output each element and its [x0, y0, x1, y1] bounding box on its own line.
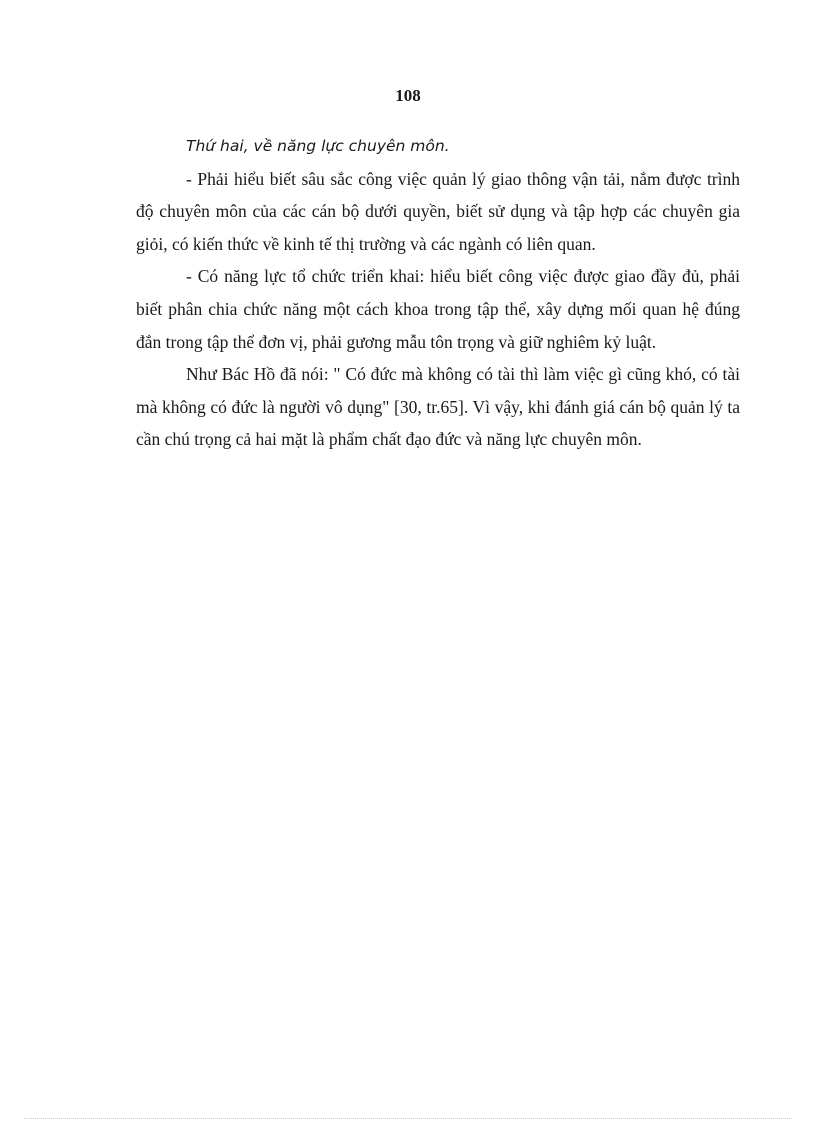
page-number: 108: [395, 86, 421, 105]
paragraph-organizational-capacity: - Có năng lực tổ chức triển khai: hiểu biết công việc được giao đầy đủ, phải biết phân chia chức năng một cách khoa trong tập thể, xây dựng mối quan hệ đúng đắn trong tập thể đơn vị, phải gương mẫu tôn trọng và giữ nghiêm kỷ luật.: [136, 266, 740, 352]
paragraph-ho-chi-minh-quote: Như Bác Hồ đã nói: " Có đức mà không có tài thì làm việc gì cũng khó, có tài mà không có đức là người vô dụng" [30, tr.65]. Vì vậy, khi đánh giá cán bộ quản lý ta cần chú trọng cả hai mặt là phẩm chất đạo đức và năng lực chuyên môn.: [136, 364, 740, 450]
paragraph-professional-knowledge: - Phải hiểu biết sâu sắc công việc quản lý giao thông vận tải, nắm được trình độ chuyên môn của các cán bộ dưới quyền, biết sử dụng và tập hợp các chuyên gia giỏi, có kiến thức về kinh tế thị trường và các ngành có liên quan.: [136, 168, 740, 254]
document-body: [136, 130, 740, 456]
section-subheading: Thứ hai, về năng lực chuyên môn.: [186, 137, 450, 155]
page-bottom-divider: [24, 1118, 792, 1119]
